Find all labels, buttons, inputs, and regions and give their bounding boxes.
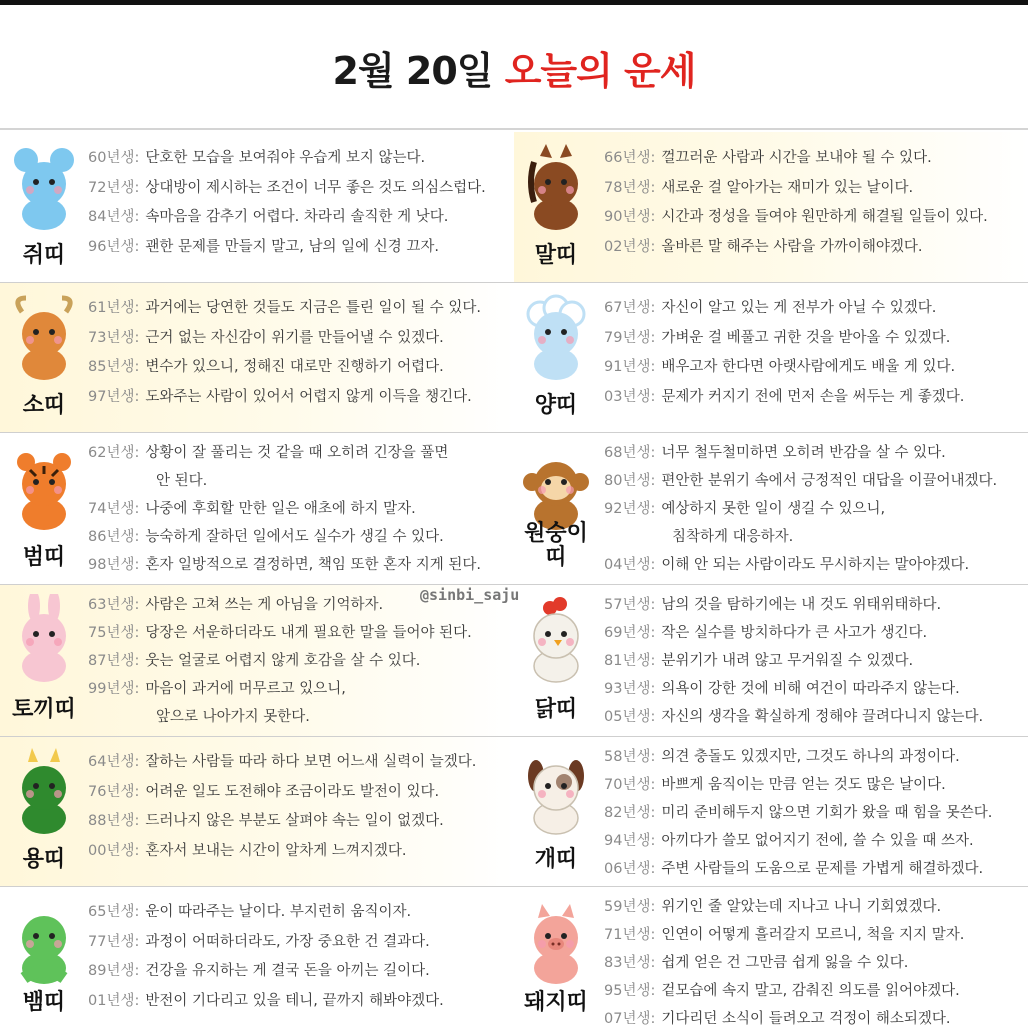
- fortune-line: [88, 176, 486, 200]
- fortune-line: [88, 355, 444, 379]
- fortune-line: [604, 146, 932, 170]
- fortune-text: 자신의 생각을 확실하게 정해야 끌려다니지 않는다.: [661, 709, 984, 725]
- zodiac-name-text: 용띠: [22, 847, 66, 872]
- fortune-line: [604, 205, 988, 229]
- fortune-text: 기다리던 소식이 들려오고 걱정이 해소되겠다.: [661, 1011, 951, 1027]
- birth-year: 58년생:: [604, 749, 656, 765]
- birth-year: 05년생:: [604, 709, 656, 725]
- birth-year: 86년생:: [88, 529, 140, 545]
- zodiac-name: [516, 522, 596, 570]
- birth-year: 64년생:: [88, 754, 140, 770]
- zodiac-name: [4, 244, 84, 268]
- fortune-text: 반전이 기다리고 있을 테니, 끝까지 해봐야겠다.: [145, 992, 444, 1009]
- fortune-text: 과정이 어떠하더라도, 가장 중요한 건 결과다.: [145, 933, 430, 950]
- ox-icon: [8, 292, 80, 382]
- fortune-text: 예상하지 못한 일이 생길 수 있으니,: [661, 501, 886, 517]
- birth-year: 75년생:: [88, 625, 140, 641]
- fortune-line: [604, 857, 983, 881]
- fortune-text: 앞으로 나아가지 못한다.: [156, 709, 310, 725]
- birth-year: 01년생:: [88, 992, 140, 1009]
- fortune-line: [604, 497, 885, 521]
- zodiac-name: [4, 991, 84, 1015]
- birth-year: 57년생:: [604, 597, 656, 613]
- fortune-text: 침착하게 대응하자.: [672, 529, 794, 545]
- rat-icon: [8, 142, 80, 232]
- fortune-line: [604, 677, 960, 701]
- fortune-line: [88, 649, 420, 673]
- birth-year: 91년생:: [604, 359, 656, 375]
- fortune-line: [604, 593, 941, 617]
- fortune-line: [604, 923, 964, 947]
- birth-year: 80년생:: [604, 473, 656, 489]
- birth-year: 66년생:: [604, 150, 656, 166]
- fortune-line: [88, 593, 383, 617]
- fortune-text: 새로운 걸 알아가는 재미가 있는 날이다.: [661, 179, 914, 196]
- title-fortune: 오늘의 운세: [504, 49, 696, 93]
- fortune-text: 쉽게 얻은 건 그만큼 쉽게 잃을 수 있다.: [661, 955, 909, 971]
- rabbit-icon: [8, 594, 80, 684]
- birth-year: 65년생:: [88, 904, 140, 920]
- fortune-text: 안 된다.: [156, 473, 208, 489]
- fortune-line: [604, 176, 913, 200]
- fortune-text: 근거 없는 자신감이 위기를 만들어낼 수 있겠다.: [145, 329, 444, 346]
- birth-year: 74년생:: [88, 501, 140, 517]
- row-divider: [0, 886, 1028, 887]
- fortune-line: [88, 930, 430, 954]
- title-date: 2월 20일: [332, 49, 493, 93]
- snake-icon: [8, 896, 80, 986]
- zodiac-name-text: 뱀띠: [22, 990, 66, 1015]
- zodiac-name-text: 원숭이: [524, 521, 588, 546]
- fortune-text: 웃는 얼굴로 어렵지 않게 호감을 살 수 있다.: [145, 653, 421, 669]
- row-divider: [0, 282, 1028, 283]
- birth-year: 95년생:: [604, 983, 656, 999]
- title-divider: [0, 128, 1028, 130]
- fortune-text: 괜한 문제를 만들지 말고, 남의 일에 신경 끄자.: [145, 238, 439, 255]
- fortune-text: 분위기가 내려 않고 무거워질 수 있겠다.: [661, 653, 914, 669]
- birth-year: 89년생:: [88, 963, 140, 979]
- zodiac-name-text: 말띠: [534, 243, 578, 268]
- fortune-line: [88, 497, 416, 521]
- fortune-line: [88, 469, 207, 493]
- zodiac-name-text: 쥐띠: [22, 243, 66, 268]
- fortune-line: [604, 951, 908, 975]
- birth-year: 77년생:: [88, 933, 140, 950]
- fortune-line: [88, 235, 439, 259]
- birth-year: 69년생:: [604, 625, 656, 641]
- fortune-line: [88, 553, 481, 577]
- fortune-line: [88, 677, 346, 701]
- birth-year: 87년생:: [88, 653, 140, 669]
- fortune-line: [604, 296, 936, 320]
- row-divider: [0, 736, 1028, 737]
- birth-year: 76년생:: [88, 783, 140, 800]
- fortune-text: 껄끄러운 사람과 시간을 보내야 될 수 있다.: [661, 150, 932, 166]
- fortune-text: 당장은 서운하더라도 내게 필요한 말을 들어야 된다.: [145, 625, 472, 641]
- fortune-line: [88, 205, 448, 229]
- fortune-line: [88, 385, 472, 409]
- birth-year: 70년생:: [604, 777, 656, 793]
- fortune-text: 혼자서 보내는 시간이 알차게 느껴지겠다.: [145, 842, 407, 859]
- watermark-handle: @sinbi_saju: [420, 586, 520, 604]
- birth-year: 94년생:: [604, 833, 656, 849]
- fortune-text: 과거에는 당연한 것들도 지금은 틀린 일이 될 수 있다.: [145, 300, 481, 316]
- fortune-line: [88, 705, 310, 729]
- fortune-text: 문제가 커지기 전에 먼저 손을 써두는 게 좋겠다.: [661, 388, 965, 405]
- fortune-text: 단호한 모습을 보여줘야 우습게 보지 않는다.: [145, 150, 426, 166]
- fortune-text: 작은 실수를 방치하다가 큰 사고가 생긴다.: [661, 625, 928, 641]
- zodiac-name-text: 범띠: [22, 545, 66, 570]
- zodiac-name: [4, 698, 84, 722]
- zodiac-name-text: 소띠: [22, 393, 66, 418]
- birth-year: 62년생:: [88, 445, 140, 461]
- fortune-text: 겉모습에 속지 말고, 감춰진 의도를 읽어야겠다.: [661, 983, 960, 999]
- birth-year: 84년생:: [88, 209, 140, 225]
- fortune-text: 능숙하게 잘하던 일에서도 실수가 생길 수 있다.: [145, 529, 444, 545]
- fortune-text: 변수가 있으니, 정해진 대로만 진행하기 어렵다.: [145, 359, 444, 375]
- fortune-line: [88, 525, 444, 549]
- fortune-text: 의욕이 강한 것에 비해 여건이 따라주지 않는다.: [661, 681, 960, 697]
- birth-year: 71년생:: [604, 927, 656, 943]
- birth-year: 81년생:: [604, 653, 656, 669]
- zodiac-name-text: 양띠: [534, 393, 578, 418]
- tiger-icon: [8, 442, 80, 532]
- zodiac-name: [4, 394, 84, 418]
- fortune-text: 남의 것을 탐하기에는 내 것도 위태위태하다.: [661, 597, 942, 613]
- birth-year: 79년생:: [604, 329, 656, 346]
- birth-year: 04년생:: [604, 557, 656, 573]
- fortune-line: [604, 553, 969, 577]
- birth-year: 93년생:: [604, 681, 656, 697]
- fortune-text: 나중에 후회할 만한 일은 애초에 하지 말자.: [145, 501, 416, 517]
- fortune-line: [604, 525, 793, 549]
- birth-year: 96년생:: [88, 238, 140, 255]
- birth-year: 60년생:: [88, 150, 140, 166]
- birth-year: 97년생:: [88, 388, 140, 405]
- fortune-text: 미리 준비해두지 않으면 기회가 왔을 때 힘을 못쓴다.: [661, 805, 993, 821]
- birth-year: 92년생:: [604, 501, 656, 517]
- birth-year: 00년생:: [88, 842, 140, 859]
- zodiac-name: [516, 244, 596, 268]
- fortune-text: 도와주는 사람이 있어서 어렵지 않게 이득을 챙긴다.: [145, 388, 472, 405]
- fortune-line: [88, 839, 407, 863]
- row-divider: [0, 584, 1028, 585]
- fortune-line: [88, 900, 411, 924]
- birth-year: 06년생:: [604, 861, 656, 877]
- birth-year: 90년생:: [604, 209, 656, 225]
- fortune-line: [604, 745, 960, 769]
- fortune-text: 주변 사람들의 도움으로 문제를 가볍게 해결하겠다.: [661, 861, 984, 877]
- horse-icon: [520, 142, 592, 232]
- birth-year: 99년생:: [88, 681, 140, 697]
- fortune-line: [604, 829, 974, 853]
- fortune-line: [604, 235, 923, 259]
- birth-year: 85년생:: [88, 359, 140, 375]
- fortune-line: [88, 146, 425, 170]
- fortune-line: [88, 989, 444, 1013]
- fortune-line: [88, 959, 430, 983]
- fortune-line: [604, 979, 960, 1003]
- fortune-text: 건강을 유지하는 게 결국 돈을 아끼는 길이다.: [145, 963, 430, 979]
- zodiac-name-text: 띠: [545, 545, 567, 570]
- fortune-line: [604, 895, 941, 919]
- pig-icon: [520, 896, 592, 986]
- birth-year: 63년생:: [88, 597, 140, 613]
- zodiac-name-text: 돼지띠: [524, 990, 588, 1015]
- birth-year: 07년생:: [604, 1011, 656, 1027]
- fortune-text: 상황이 잘 풀리는 것 같을 때 오히려 긴장을 풀면: [145, 445, 449, 461]
- zodiac-name: [516, 848, 596, 872]
- row-divider: [0, 432, 1028, 433]
- fortune-line: [88, 809, 444, 833]
- fortune-text: 사람은 고쳐 쓰는 게 아님을 기억하자.: [145, 597, 384, 613]
- fortune-line: [88, 296, 481, 320]
- fortune-text: 어려운 일도 도전해야 조금이라도 발전이 있다.: [145, 783, 440, 800]
- fortune-line: [604, 469, 997, 493]
- fortune-text: 아끼다가 쓸모 없어지기 전에, 쓸 수 있을 때 쓰자.: [661, 833, 974, 849]
- birth-year: 82년생:: [604, 805, 656, 821]
- zodiac-name: [516, 698, 596, 722]
- fortune-line: [604, 326, 950, 350]
- sheep-icon: [520, 292, 592, 382]
- fortune-text: 속마음을 감추기 어렵다. 차라리 솔직한 게 낫다.: [145, 209, 449, 225]
- dog-icon: [520, 746, 592, 836]
- fortune-text: 인연이 어떻게 흘러갈지 모르니, 척을 지지 말자.: [661, 927, 965, 943]
- fortune-line: [604, 355, 955, 379]
- fortune-line: [88, 441, 448, 465]
- birth-year: 02년생:: [604, 238, 656, 255]
- birth-year: 67년생:: [604, 300, 656, 316]
- birth-year: 03년생:: [604, 388, 656, 405]
- fortune-line: [88, 621, 472, 645]
- fortune-line: [88, 326, 444, 350]
- birth-year: 61년생:: [88, 300, 140, 316]
- fortune-text: 바쁘게 움직이는 만큼 얻는 것도 많은 날이다.: [661, 777, 946, 793]
- fortune-text: 너무 철두철미하면 오히려 반감을 살 수 있다.: [661, 445, 946, 461]
- fortune-line: [604, 1007, 951, 1029]
- fortune-text: 마음이 과거에 머무르고 있으니,: [145, 681, 346, 697]
- zodiac-name-text: 닭띠: [534, 697, 578, 722]
- zodiac-name-text: 개띠: [534, 847, 578, 872]
- zodiac-name: [516, 991, 596, 1015]
- fortune-text: 위기인 줄 알았는데 지나고 나니 기회였겠다.: [661, 899, 942, 915]
- fortune-text: 편안한 분위기 속에서 긍정적인 대답을 이끌어내겠다.: [661, 473, 998, 489]
- fortune-line: [604, 649, 913, 673]
- fortune-text: 잘하는 사람들 따라 하다 보면 어느새 실력이 늘겠다.: [145, 754, 477, 770]
- fortune-text: 드러나지 않은 부분도 살펴야 속는 일이 없겠다.: [145, 813, 444, 829]
- fortune-text: 올바른 말 해주는 사람을 가까이해야겠다.: [661, 238, 923, 255]
- fortune-line: [604, 621, 927, 645]
- zodiac-name: [516, 394, 596, 418]
- fortune-line: [604, 441, 946, 465]
- fortune-text: 운이 따라주는 날이다. 부지런히 움직이자.: [145, 904, 412, 920]
- dragon-icon: [8, 746, 80, 836]
- fortune-line: [88, 780, 439, 804]
- fortune-line: [88, 750, 476, 774]
- fortune-text: 상대방이 제시하는 조건이 너무 좋은 것도 의심스럽다.: [145, 179, 486, 196]
- zodiac-name-text: 토끼띠: [12, 697, 76, 722]
- fortune-text: 의견 충돌도 있겠지만, 그것도 하나의 과정이다.: [661, 749, 960, 765]
- rooster-icon: [520, 594, 592, 684]
- fortune-text: 시간과 정성을 들여야 원만하게 해결될 일들이 있다.: [661, 209, 988, 225]
- page-title: [0, 40, 1028, 95]
- fortune-line: [604, 705, 983, 729]
- birth-year: 73년생:: [88, 329, 140, 346]
- birth-year: 78년생:: [604, 179, 656, 196]
- birth-year: 98년생:: [88, 557, 140, 573]
- fortune-text: 자신이 알고 있는 게 전부가 아닐 수 있겠다.: [661, 300, 937, 316]
- fortune-text: 혼자 일방적으로 결정하면, 책임 또한 혼자 지게 된다.: [145, 557, 481, 573]
- fortune-text: 이해 안 되는 사람이라도 무시하지는 말아야겠다.: [661, 557, 970, 573]
- fortune-line: [604, 801, 992, 825]
- birth-year: 72년생:: [88, 179, 140, 196]
- birth-year: 88년생:: [88, 813, 140, 829]
- zodiac-name: [4, 546, 84, 570]
- fortune-line: [604, 385, 964, 409]
- birth-year: 59년생:: [604, 899, 656, 915]
- fortune-line: [604, 773, 946, 797]
- monkey-icon: [520, 442, 592, 532]
- fortune-text: 배우고자 한다면 아랫사람에게도 배울 게 있다.: [661, 359, 956, 375]
- birth-year: 83년생:: [604, 955, 656, 971]
- fortune-text: 가벼운 걸 베풀고 귀한 것을 받아올 수 있겠다.: [661, 329, 951, 346]
- birth-year: 68년생:: [604, 445, 656, 461]
- zodiac-name: [4, 848, 84, 872]
- top-border: [0, 0, 1028, 5]
